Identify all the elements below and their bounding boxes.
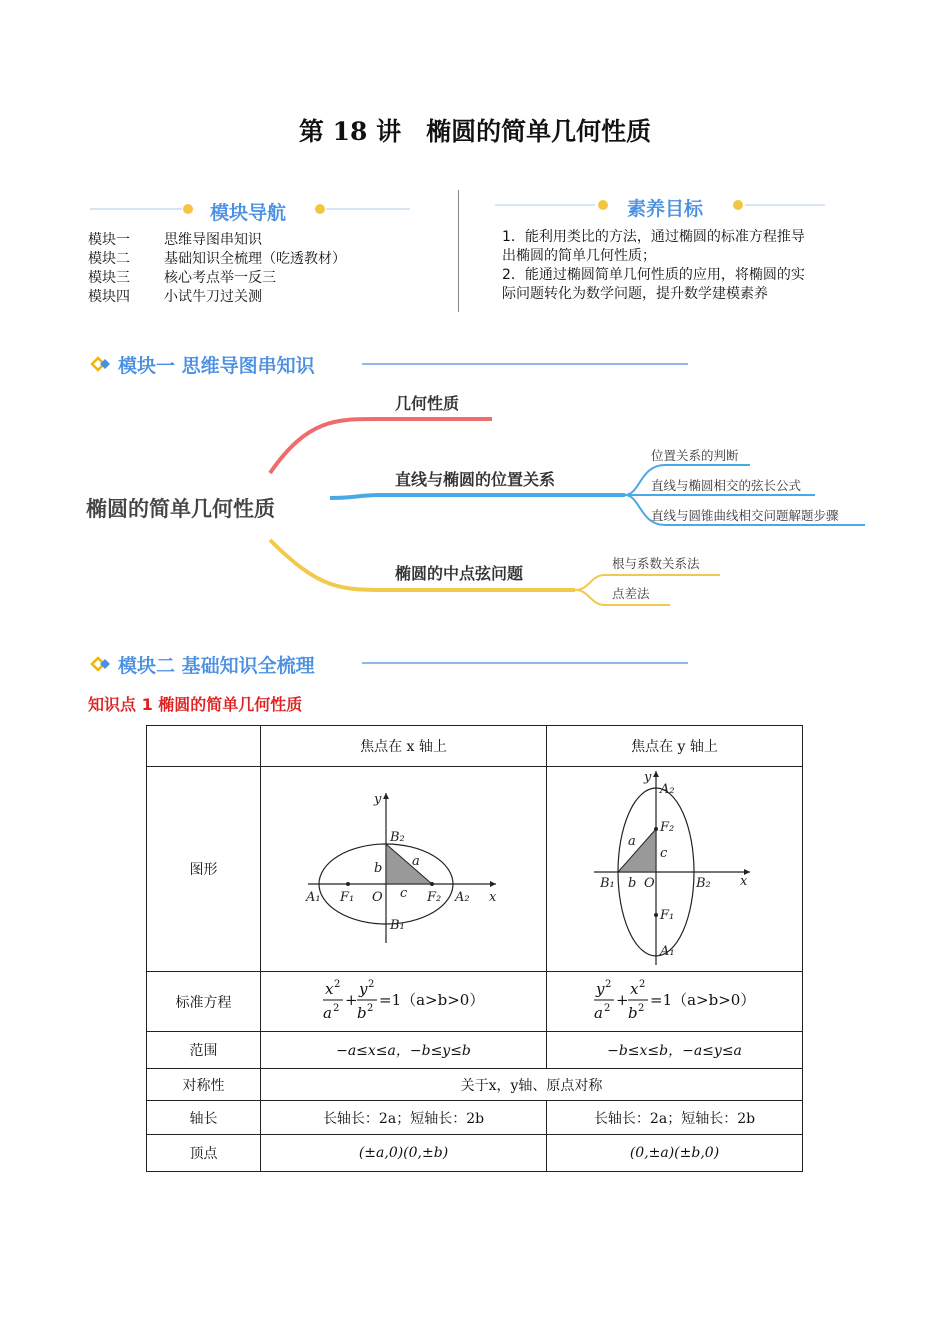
vertex-x: (±a,0)(0,±b) xyxy=(261,1135,547,1172)
ellipse-y-diagram xyxy=(590,767,760,967)
nav-item[interactable]: 模块四 小试牛刀过关测 xyxy=(88,289,262,305)
mindmap-leaf: 位置关系的判断 xyxy=(651,448,739,463)
goals-line: 际问题转化为数学问题，提升数学建模素养 xyxy=(502,286,768,302)
svg-text:2: 2 xyxy=(333,978,340,990)
diamond-icon xyxy=(90,654,114,674)
nav-item[interactable]: 模块一 思维导图串知识 xyxy=(88,232,262,248)
svg-text:O: O xyxy=(371,890,383,905)
ellipse-x-diagram xyxy=(304,787,504,947)
svg-text:a: a xyxy=(411,854,420,869)
svg-text:a: a xyxy=(627,834,636,849)
range-y: −b≤x≤b，−a≤y≤a xyxy=(547,1032,803,1069)
svg-text:O: O xyxy=(643,876,655,891)
svg-text:F₂: F₂ xyxy=(426,890,441,905)
axis-x: 长轴长：2a；短轴长：2b xyxy=(261,1101,547,1135)
svg-text:2: 2 xyxy=(604,978,611,990)
svg-text:2: 2 xyxy=(366,1002,373,1014)
svg-text:A₁: A₁ xyxy=(659,944,675,959)
mind-map xyxy=(80,385,870,615)
nav-header: 模块导航 xyxy=(210,202,287,224)
knowledge-point-title: 知识点 1 椭圆的简单几何性质 xyxy=(88,695,303,714)
svg-text:2: 2 xyxy=(603,1002,610,1014)
mindmap-branch-2: 直线与椭圆的位置关系 xyxy=(395,470,556,489)
svg-text:A₂: A₂ xyxy=(454,890,470,905)
nav-item[interactable]: 模块二 基础知识全梳理（吃透教材） xyxy=(88,251,346,267)
nav-item[interactable]: 模块三 核心考点举一反三 xyxy=(88,270,276,286)
svg-text:A₁: A₁ xyxy=(305,890,321,905)
goals-header: 素养目标 xyxy=(627,198,704,220)
svg-text:y: y xyxy=(373,792,381,807)
row-label-equation: 标准方程 xyxy=(147,972,261,1032)
mindmap-root: 椭圆的简单几何性质 xyxy=(86,497,275,521)
svg-text:b: b xyxy=(373,861,382,876)
svg-text:B₁: B₁ xyxy=(599,876,615,891)
equation-x xyxy=(261,972,547,1032)
goals-line: 2．能通过椭圆简单几何性质的应用，将椭圆的实 xyxy=(502,267,805,283)
svg-text:c: c xyxy=(659,846,667,861)
svg-text:=1（a>b>0）: =1（a>b>0） xyxy=(649,990,755,1009)
svg-text:2: 2 xyxy=(332,1002,339,1014)
mindmap-branch-1: 几何性质 xyxy=(395,394,460,413)
row-label-figure: 图形 xyxy=(147,767,261,972)
svg-text:A₂: A₂ xyxy=(659,782,675,797)
goals-line: 出椭圆的简单几何性质； xyxy=(502,248,656,264)
mindmap-leaf: 直线与圆锥曲线相交问题解题步骤 xyxy=(651,508,839,523)
module2-rule xyxy=(362,662,688,664)
range-x: −a≤x≤a，−b≤y≤b xyxy=(261,1032,547,1069)
equation-y-formula xyxy=(590,976,760,1024)
svg-text:a: a xyxy=(322,1003,332,1022)
mindmap-leaf: 直线与椭圆相交的弦长公式 xyxy=(651,478,802,493)
goals-line: 1．能利用类比的方法，通过椭圆的标准方程推导 xyxy=(502,229,805,245)
svg-text:x: x xyxy=(324,979,333,998)
diamond-icon xyxy=(90,354,114,374)
goals-text xyxy=(502,228,872,304)
svg-text:y: y xyxy=(643,770,651,785)
equation-y xyxy=(547,972,803,1032)
svg-text:x: x xyxy=(488,890,496,905)
symmetry-text: 关于x，y轴、原点对称 xyxy=(261,1069,803,1101)
page-title: 第 18 讲 椭圆的简单几何性质 xyxy=(298,117,652,146)
nav-list xyxy=(88,231,346,307)
row-label-axis: 轴长 xyxy=(147,1101,261,1135)
ellipse-property-table xyxy=(146,725,803,1172)
figure-y-ellipse xyxy=(547,767,803,972)
svg-text:B₂: B₂ xyxy=(695,876,711,891)
svg-text:c: c xyxy=(399,886,407,901)
svg-text:+: + xyxy=(344,990,358,1009)
svg-text:B₂: B₂ xyxy=(389,830,405,845)
svg-text:+: + xyxy=(615,990,629,1009)
branch-line-ellipse xyxy=(330,495,625,498)
svg-text:B₁: B₁ xyxy=(389,918,405,933)
equation-x-formula xyxy=(319,976,489,1024)
svg-text:x: x xyxy=(739,874,747,889)
row-label-vertex: 顶点 xyxy=(147,1135,261,1172)
svg-text:F₁: F₁ xyxy=(659,908,674,923)
vertex-y: (0,±a)(±b,0) xyxy=(547,1135,803,1172)
mindmap-leaf: 点差法 xyxy=(612,586,650,601)
svg-text:2: 2 xyxy=(637,1002,644,1014)
svg-text:y: y xyxy=(595,979,604,998)
svg-text:x: x xyxy=(629,979,638,998)
module2-title: 模块二 基础知识全梳理 xyxy=(118,655,315,677)
svg-text:b: b xyxy=(627,876,636,891)
row-label-range: 范围 xyxy=(147,1032,261,1069)
svg-text:F₁: F₁ xyxy=(339,890,354,905)
svg-text:=1（a>b>0）: =1（a>b>0） xyxy=(378,990,484,1009)
table-header-y: 焦点在 y 轴上 xyxy=(547,726,803,767)
svg-text:b: b xyxy=(356,1003,367,1022)
svg-text:a: a xyxy=(593,1003,603,1022)
svg-text:2: 2 xyxy=(367,978,374,990)
module1-rule xyxy=(362,363,688,365)
mindmap-branch-3: 椭圆的中点弦问题 xyxy=(395,564,524,583)
table-header-blank xyxy=(147,726,261,767)
table-header-x: 焦点在 x 轴上 xyxy=(261,726,547,767)
mindmap-leaf: 根与系数关系法 xyxy=(612,556,700,571)
branch-geometric-props xyxy=(270,419,492,473)
row-label-symmetry: 对称性 xyxy=(147,1069,261,1101)
svg-text:b: b xyxy=(627,1003,638,1022)
figure-x-ellipse xyxy=(261,767,547,972)
svg-text:F₂: F₂ xyxy=(659,820,674,835)
divider xyxy=(458,190,459,312)
svg-text:y: y xyxy=(358,979,367,998)
axis-y: 长轴长：2a；短轴长：2b xyxy=(547,1101,803,1135)
module1-title: 模块一 思维导图串知识 xyxy=(118,355,315,377)
svg-text:2: 2 xyxy=(638,978,645,990)
